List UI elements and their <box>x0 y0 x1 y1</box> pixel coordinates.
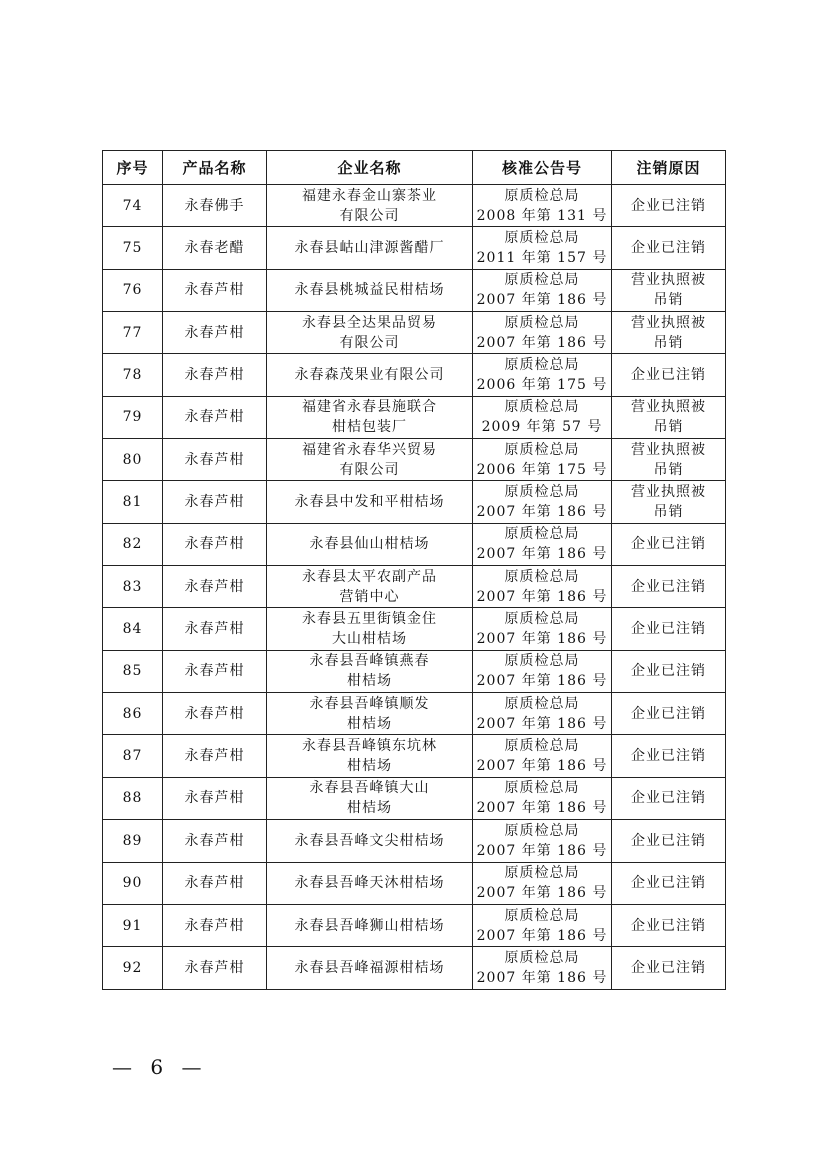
cell-seq: 81 <box>103 481 163 523</box>
header-product: 产品名称 <box>163 151 267 185</box>
cell-reason: 企业已注销 <box>612 608 726 650</box>
cell-product: 永春芦柑 <box>163 523 267 565</box>
cell-enterprise: 福建省永春华兴贸易 有限公司 <box>267 439 473 481</box>
table-row <box>103 947 726 989</box>
cell-reason: 企业已注销 <box>612 566 726 608</box>
cell-reason: 企业已注销 <box>612 523 726 565</box>
cell-product: 永春芦柑 <box>163 777 267 819</box>
cell-announcement: 原质检总局 2009 年第 57 号 <box>473 396 612 438</box>
cell-seq: 76 <box>103 269 163 311</box>
cell-announcement: 原质检总局 2006 年第 175 号 <box>473 354 612 396</box>
cell-product: 永春芦柑 <box>163 820 267 862</box>
cell-enterprise: 永春县吾峰文尖柑桔场 <box>267 820 473 862</box>
table-row <box>103 862 726 904</box>
cell-product: 永春佛手 <box>163 185 267 227</box>
table-row <box>103 269 726 311</box>
cell-enterprise: 永春县吾峰镇燕春 柑桔场 <box>267 650 473 692</box>
cell-seq: 83 <box>103 566 163 608</box>
cell-announcement: 原质检总局 2007 年第 186 号 <box>473 608 612 650</box>
cell-announcement: 原质检总局 2007 年第 186 号 <box>473 777 612 819</box>
cell-enterprise: 永春县太平农副产品 营销中心 <box>267 566 473 608</box>
cell-product: 永春芦柑 <box>163 947 267 989</box>
cell-seq: 82 <box>103 523 163 565</box>
cell-reason: 营业执照被 吊销 <box>612 269 726 311</box>
table-row <box>103 227 726 269</box>
header-seq: 序号 <box>103 151 163 185</box>
cell-product: 永春老醋 <box>163 227 267 269</box>
cell-announcement: 原质检总局 2007 年第 186 号 <box>473 735 612 777</box>
cell-seq: 89 <box>103 820 163 862</box>
cell-enterprise: 永春县全达果品贸易 有限公司 <box>267 312 473 354</box>
header-reason: 注销原因 <box>612 151 726 185</box>
cell-enterprise: 永春县吾峰镇顺发 柑桔场 <box>267 693 473 735</box>
cell-announcement: 原质检总局 2007 年第 186 号 <box>473 820 612 862</box>
table-row <box>103 354 726 396</box>
cell-product: 永春芦柑 <box>163 735 267 777</box>
cell-seq: 77 <box>103 312 163 354</box>
cell-product: 永春芦柑 <box>163 566 267 608</box>
table-body <box>103 185 726 990</box>
cell-reason: 企业已注销 <box>612 185 726 227</box>
table-row <box>103 396 726 438</box>
cell-enterprise: 永春县中发和平柑桔场 <box>267 481 473 523</box>
cell-reason: 企业已注销 <box>612 227 726 269</box>
cell-reason: 企业已注销 <box>612 735 726 777</box>
header-enterprise: 企业名称 <box>267 151 473 185</box>
table-row <box>103 439 726 481</box>
cell-seq: 91 <box>103 904 163 946</box>
cell-announcement: 原质检总局 2007 年第 186 号 <box>473 312 612 354</box>
cell-announcement: 原质检总局 2007 年第 186 号 <box>473 947 612 989</box>
cell-announcement: 原质检总局 2008 年第 131 号 <box>473 185 612 227</box>
cell-product: 永春芦柑 <box>163 481 267 523</box>
cell-reason: 企业已注销 <box>612 820 726 862</box>
table-row <box>103 904 726 946</box>
table-row <box>103 566 726 608</box>
cell-announcement: 原质检总局 2007 年第 186 号 <box>473 269 612 311</box>
cell-enterprise: 福建永春金山寨茶业 有限公司 <box>267 185 473 227</box>
page-number: — 6 — <box>112 1055 208 1079</box>
cell-seq: 78 <box>103 354 163 396</box>
table-row <box>103 650 726 692</box>
cell-announcement: 原质检总局 2007 年第 186 号 <box>473 523 612 565</box>
cell-announcement: 原质检总局 2007 年第 186 号 <box>473 481 612 523</box>
cell-seq: 85 <box>103 650 163 692</box>
revocation-table <box>102 150 726 990</box>
cell-seq: 86 <box>103 693 163 735</box>
cell-announcement: 原质检总局 2007 年第 186 号 <box>473 693 612 735</box>
table-row <box>103 777 726 819</box>
cell-announcement: 原质检总局 2007 年第 186 号 <box>473 904 612 946</box>
table-row <box>103 608 726 650</box>
cell-product: 永春芦柑 <box>163 608 267 650</box>
cell-reason: 企业已注销 <box>612 904 726 946</box>
table-row <box>103 312 726 354</box>
cell-reason: 营业执照被 吊销 <box>612 481 726 523</box>
cell-reason: 企业已注销 <box>612 354 726 396</box>
table-row <box>103 820 726 862</box>
cell-reason: 企业已注销 <box>612 947 726 989</box>
cell-seq: 88 <box>103 777 163 819</box>
table-row <box>103 481 726 523</box>
header-announcement: 核准公告号 <box>473 151 612 185</box>
cell-seq: 79 <box>103 396 163 438</box>
cell-seq: 92 <box>103 947 163 989</box>
cell-product: 永春芦柑 <box>163 396 267 438</box>
cell-enterprise: 永春县岵山津源酱醋厂 <box>267 227 473 269</box>
cell-reason: 企业已注销 <box>612 862 726 904</box>
table-row <box>103 693 726 735</box>
cell-announcement: 原质检总局 2011 年第 157 号 <box>473 227 612 269</box>
cell-product: 永春芦柑 <box>163 862 267 904</box>
cell-product: 永春芦柑 <box>163 439 267 481</box>
cell-seq: 74 <box>103 185 163 227</box>
cell-enterprise: 永春县吾峰镇大山 柑桔场 <box>267 777 473 819</box>
cell-reason: 企业已注销 <box>612 650 726 692</box>
cell-enterprise: 永春县吾峰镇东坑林 柑桔场 <box>267 735 473 777</box>
table-row <box>103 185 726 227</box>
table-row <box>103 523 726 565</box>
cell-seq: 84 <box>103 608 163 650</box>
cell-enterprise: 永春县仙山柑桔场 <box>267 523 473 565</box>
cell-seq: 87 <box>103 735 163 777</box>
cell-enterprise: 永春森茂果业有限公司 <box>267 354 473 396</box>
table-row <box>103 735 726 777</box>
cell-announcement: 原质检总局 2007 年第 186 号 <box>473 566 612 608</box>
cell-product: 永春芦柑 <box>163 354 267 396</box>
cell-announcement: 原质检总局 2007 年第 186 号 <box>473 862 612 904</box>
cell-reason: 营业执照被 吊销 <box>612 439 726 481</box>
cell-reason: 营业执照被 吊销 <box>612 312 726 354</box>
cell-enterprise: 永春县吾峰福源柑桔场 <box>267 947 473 989</box>
cell-product: 永春芦柑 <box>163 312 267 354</box>
cell-product: 永春芦柑 <box>163 650 267 692</box>
cell-seq: 90 <box>103 862 163 904</box>
cell-enterprise: 永春县桃城益民柑桔场 <box>267 269 473 311</box>
cell-reason: 企业已注销 <box>612 777 726 819</box>
cell-product: 永春芦柑 <box>163 693 267 735</box>
cell-reason: 企业已注销 <box>612 693 726 735</box>
cell-reason: 营业执照被 吊销 <box>612 396 726 438</box>
cell-enterprise: 永春县吾峰狮山柑桔场 <box>267 904 473 946</box>
cell-announcement: 原质检总局 2007 年第 186 号 <box>473 650 612 692</box>
cell-product: 永春芦柑 <box>163 904 267 946</box>
cell-product: 永春芦柑 <box>163 269 267 311</box>
cell-announcement: 原质检总局 2006 年第 175 号 <box>473 439 612 481</box>
table-header-row <box>103 151 726 185</box>
cell-seq: 80 <box>103 439 163 481</box>
cell-seq: 75 <box>103 227 163 269</box>
cell-enterprise: 福建省永春县施联合 柑桔包装厂 <box>267 396 473 438</box>
cell-enterprise: 永春县吾峰天沐柑桔场 <box>267 862 473 904</box>
cell-enterprise: 永春县五里街镇金住 大山柑桔场 <box>267 608 473 650</box>
